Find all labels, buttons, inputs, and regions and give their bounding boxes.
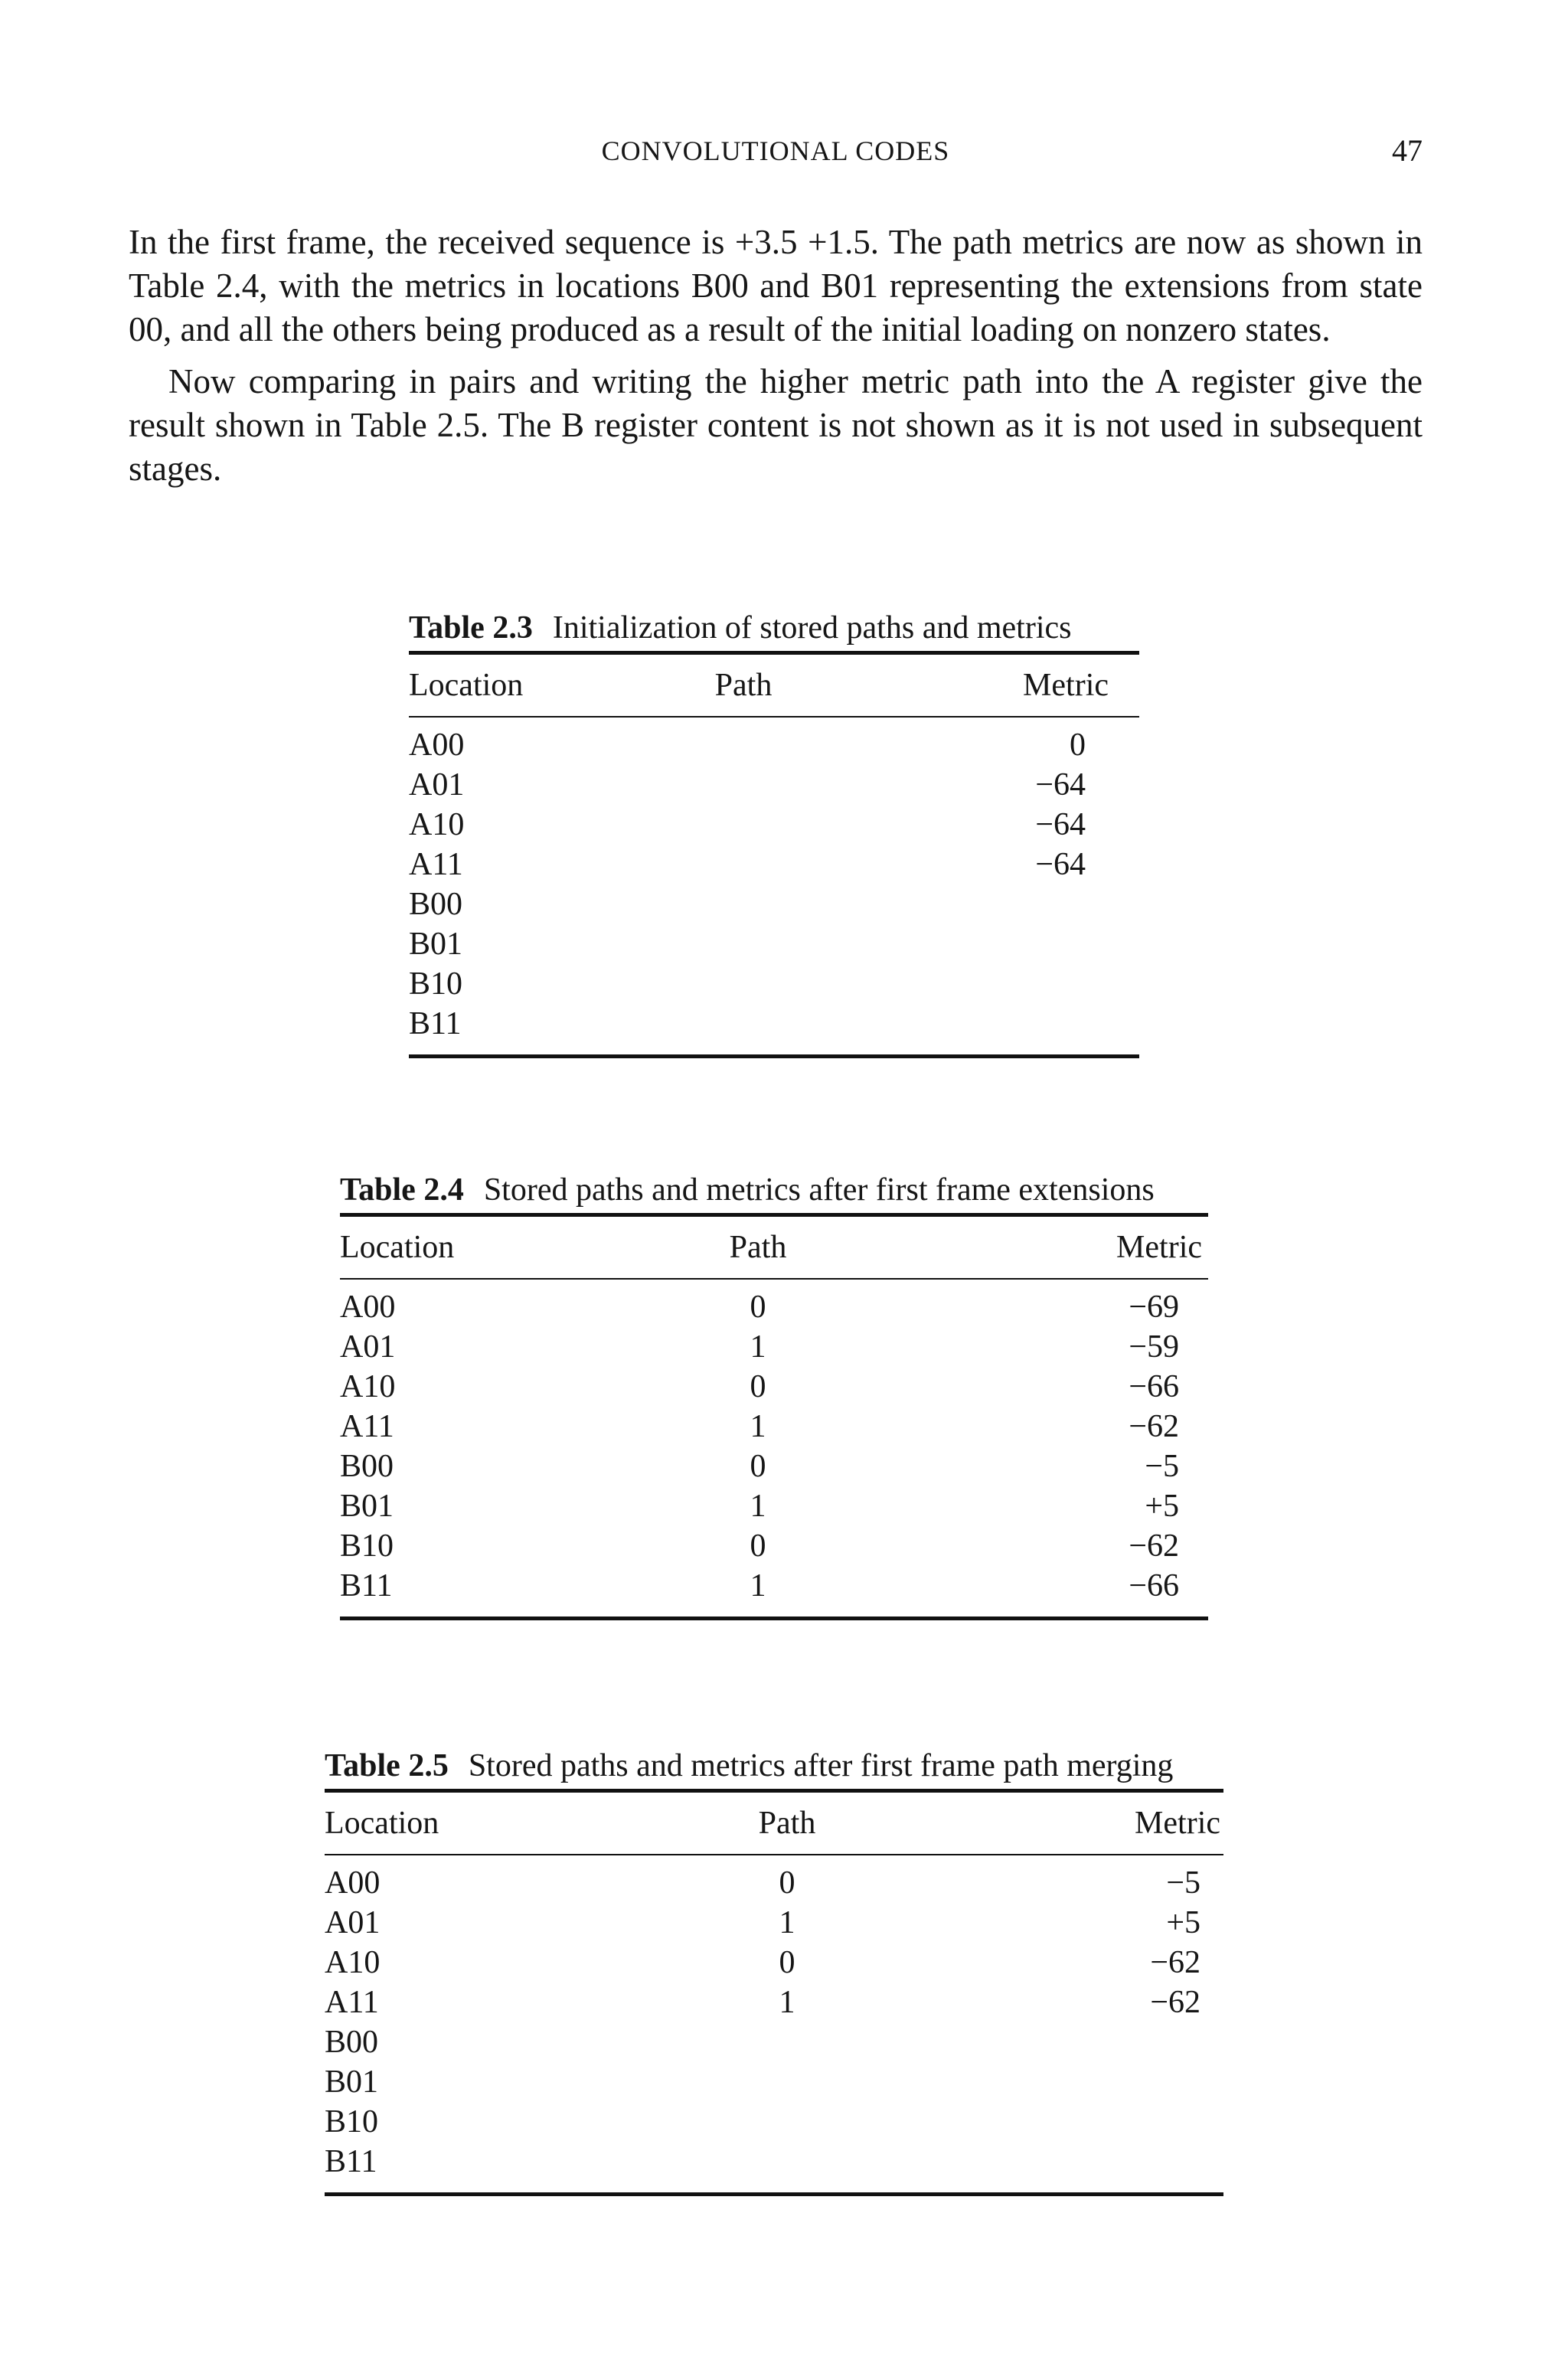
cell-location: A01 [409,767,465,803]
table-row [409,725,1139,765]
table-number: Table 2.3 [409,610,533,646]
cell-location: B00 [325,2025,379,2060]
column-header-location: Location [325,1806,439,1841]
cell-location: B00 [340,1449,394,1484]
table-row [325,2062,1223,2102]
column-header-path: Path [729,1230,787,1265]
table-row [409,765,1139,805]
cell-metric: 0 [1070,727,1086,763]
cell-metric: −64 [1035,807,1086,842]
table-header-row [409,655,1139,716]
table-row [340,1526,1208,1566]
table-body [340,1280,1208,1617]
table-row [409,1004,1139,1044]
cell-path: 0 [779,1945,795,1980]
cell-location: B01 [409,927,463,962]
running-title: CONVOLUTIONAL CODES [601,136,950,166]
column-header-path: Path [714,668,773,703]
cell-path: 0 [779,1865,795,1901]
table-row [325,1903,1223,1943]
cell-location: B01 [340,1489,394,1524]
cell-path: 1 [750,1409,766,1444]
cell-location: A01 [340,1329,396,1365]
cell-metric: −66 [1129,1568,1179,1603]
cell-metric: −59 [1129,1329,1179,1365]
paragraph-1: In the first frame, the received sequence is +3.5 +1.5. The path metrics are now as shown in Table 2.4, with the metrics in locations B00 and B01 representing the extensions from state 00, and all the others being produced as a result of the initial loading on nonzero states. [129,223,1423,348]
table-row [340,1447,1208,1486]
cell-path: 0 [750,1290,766,1325]
column-header-metric: Metric [1135,1806,1220,1841]
table-body [325,1855,1223,2192]
table-row [409,845,1139,884]
table-row [325,2022,1223,2062]
table-bottom-rule [409,1054,1139,1058]
cell-location: B10 [325,2104,379,2140]
table-2-3 [409,605,1139,1058]
table-row [340,1327,1208,1367]
cell-location: A00 [325,1865,381,1901]
cell-location: B11 [409,1006,462,1041]
cell-metric: −69 [1129,1290,1179,1325]
table-row [325,2102,1223,2142]
paragraph-2: Now comparing in pairs and writing the higher metric path into the A register give the result shown in Table 2.5. The B register content is not shown as it is not used in subsequent stages. [129,362,1423,488]
cell-location: A00 [409,727,465,763]
table-row [340,1407,1208,1447]
table-row [340,1367,1208,1407]
table-body [409,718,1139,1054]
page-number: 47 [1392,133,1423,168]
cell-path: 1 [779,1905,795,1940]
table-header-row [325,1793,1223,1854]
cell-location: B00 [409,887,463,922]
cell-location: A11 [325,1985,379,2020]
cell-metric: +5 [1166,1905,1200,1940]
table-number: Table 2.4 [340,1172,464,1208]
table-number: Table 2.5 [325,1748,449,1783]
cell-location: B11 [340,1568,393,1603]
table-row [325,2142,1223,2182]
cell-metric: −66 [1129,1369,1179,1404]
table-row [409,924,1139,964]
running-head [129,132,1423,170]
cell-location: A00 [340,1290,396,1325]
cell-location: A10 [325,1945,381,1980]
column-header-path: Path [758,1806,816,1841]
table-caption [340,1167,1208,1213]
cell-path: 1 [750,1489,766,1524]
table-row [409,964,1139,1004]
table-caption [325,1743,1223,1789]
cell-metric: +5 [1145,1489,1179,1524]
cell-path: 1 [750,1329,766,1365]
cell-location: A01 [325,1905,381,1940]
table-row [325,1863,1223,1903]
table-title: Initialization of stored paths and metrics [552,610,1072,646]
cell-location: B10 [409,966,463,1002]
cell-path: 1 [779,1985,795,2020]
cell-metric: −5 [1166,1865,1200,1901]
column-header-metric: Metric [1116,1230,1202,1265]
cell-metric: −62 [1150,1945,1200,1980]
table-2-5 [325,1743,1223,2196]
cell-location: A11 [340,1409,394,1444]
table-title: Stored paths and metrics after first frame path merging [468,1748,1174,1783]
cell-path: 0 [750,1528,766,1564]
cell-metric: −5 [1145,1449,1179,1484]
column-header-location: Location [340,1230,455,1265]
cell-location: A10 [340,1369,396,1404]
table-caption [409,605,1139,651]
table-2-4 [340,1167,1208,1620]
cell-location: B01 [325,2064,379,2100]
body-text [129,221,1423,499]
table-title: Stored paths and metrics after first frame extensions [483,1172,1155,1208]
table-row [409,884,1139,924]
cell-location: B10 [340,1528,394,1564]
table-row [325,1943,1223,1983]
cell-metric: −62 [1150,1985,1200,2020]
table-row [340,1486,1208,1526]
cell-location: A11 [409,847,463,882]
cell-metric: −62 [1129,1409,1179,1444]
table-header-row [340,1217,1208,1278]
cell-path: 1 [750,1568,766,1603]
cell-path: 0 [750,1369,766,1404]
table-row [325,1983,1223,2022]
table-bottom-rule [340,1617,1208,1620]
cell-path: 0 [750,1449,766,1484]
table-row [409,805,1139,845]
table-row [340,1566,1208,1606]
table-bottom-rule [325,2192,1223,2196]
cell-metric: −64 [1035,847,1086,882]
cell-location: A10 [409,807,465,842]
cell-location: B11 [325,2144,377,2179]
cell-metric: −62 [1129,1528,1179,1564]
cell-metric: −64 [1035,767,1086,803]
column-header-metric: Metric [1023,668,1109,703]
table-row [340,1287,1208,1327]
column-header-location: Location [409,668,524,703]
